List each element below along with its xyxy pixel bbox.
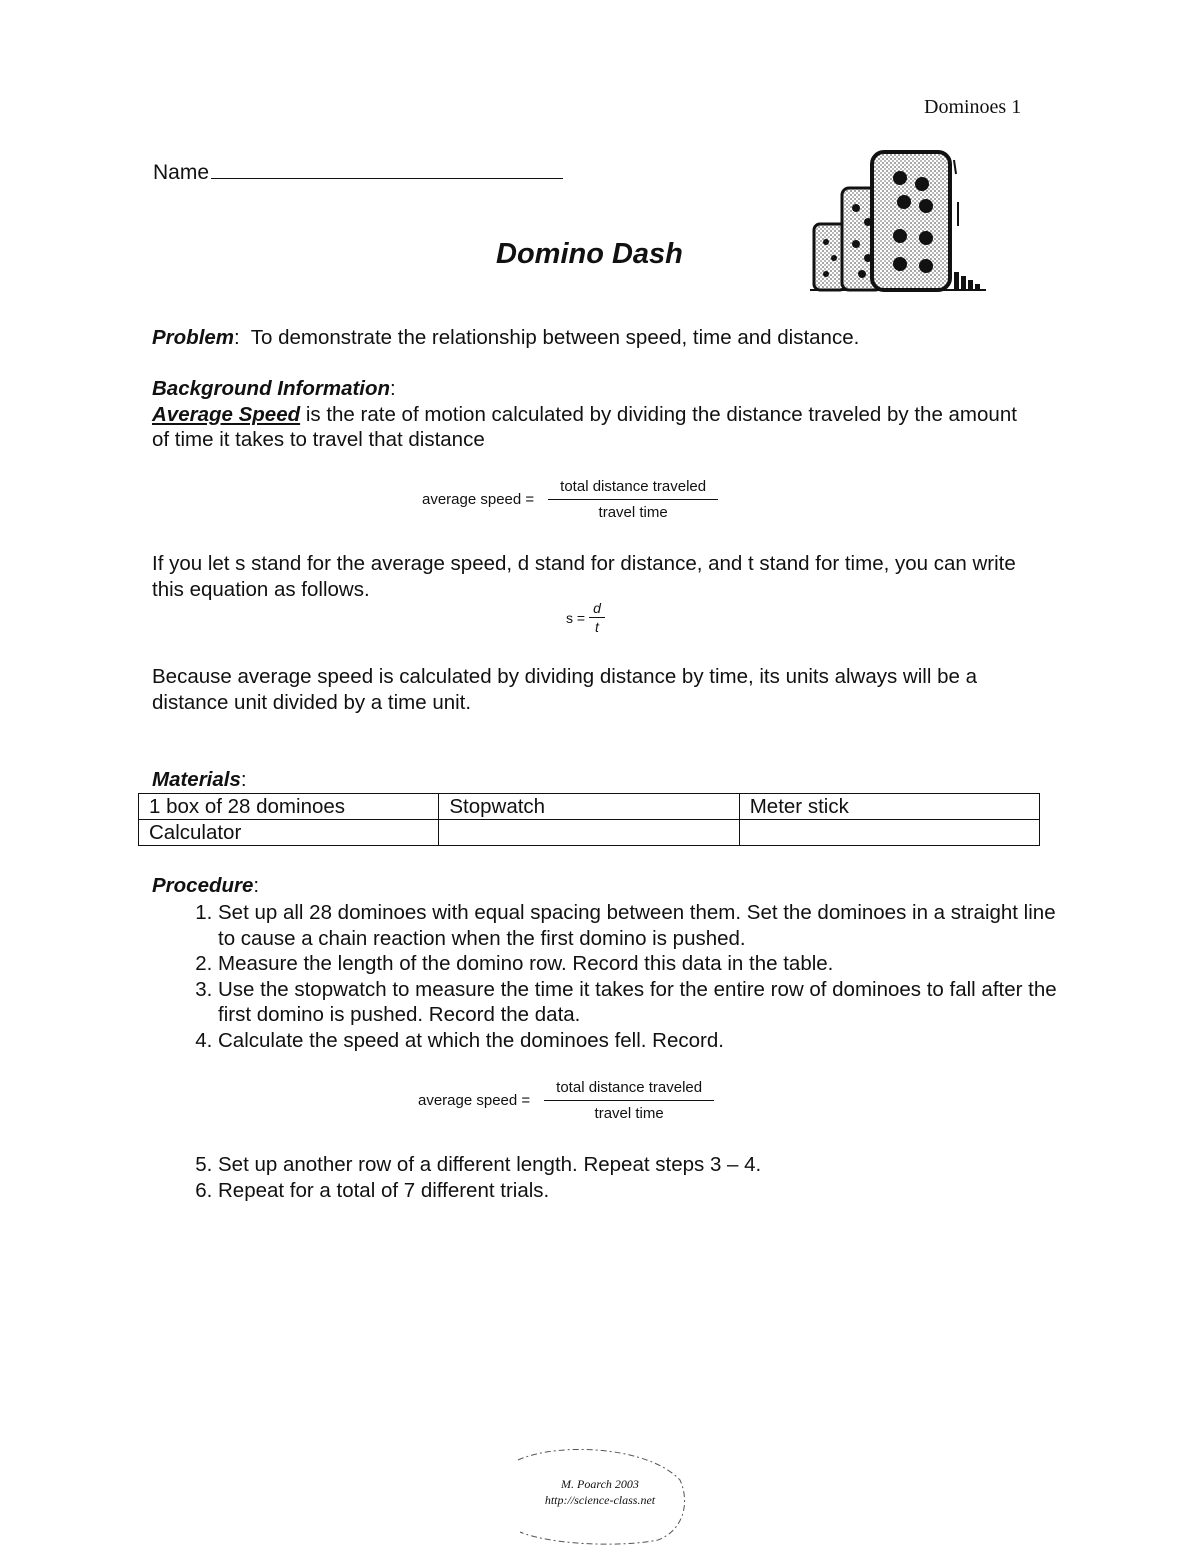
procedure-list [180, 900, 1058, 1053]
average-speed-definition: is the rate of motion calculated by dividing the distance traveled by the amount of time it takes to travel that distance [152, 402, 1017, 451]
table-row [139, 794, 1040, 820]
name-field [153, 160, 563, 185]
problem-label: Problem [152, 326, 235, 349]
materials-heading: Materials: [152, 768, 247, 791]
formula-numerator: d [589, 600, 605, 618]
page-title: Domino Dash [496, 238, 683, 270]
credit-url: http://science-class.net [544, 1493, 656, 1507]
materials-table [138, 793, 1040, 846]
name-label: Name [153, 161, 210, 184]
formula-lhs: s = [566, 609, 586, 626]
formula-lhs: average speed = [422, 491, 535, 508]
speed-formula [422, 478, 718, 521]
problem-statement: Problem: To demonstrate the relationship between speed, time and distance. [152, 326, 860, 349]
procedure-step: 5. Set up another row of a different length. Repeat steps 3 – 4. [218, 1152, 1058, 1178]
table-row [139, 820, 1040, 846]
average-speed-term: Average Speed [152, 402, 301, 426]
table-cell: Meter stick [739, 794, 1039, 820]
procedure-speed-formula [418, 1079, 714, 1122]
formula-denominator: t [595, 619, 599, 635]
procedure-step: 2. Measure the length of the domino row. Record this data in the table. [218, 951, 1058, 977]
formula-numerator: total distance traveled [544, 1079, 714, 1101]
background-heading: Background Information [152, 377, 391, 400]
credit-author: M. Poarch 2003 [561, 1477, 639, 1491]
dominoes-icon [806, 146, 992, 292]
procedure-step: 6. Repeat for a total of 7 different trials. [218, 1178, 1058, 1204]
credit-block [512, 1476, 688, 1508]
problem-text: To demonstrate the relationship between speed, time and distance. [250, 326, 860, 349]
procedure-heading: Procedure: [152, 874, 260, 897]
procedure-step: 3. Use the stopwatch to measure the time it takes for the entire row of dominoes to fall after the first domino is pushed. Record the data. [218, 977, 1058, 1028]
page-label: Dominoes 1 [924, 96, 1022, 118]
table-cell [739, 820, 1039, 846]
formula-numerator: total distance traveled [548, 478, 718, 500]
variable-formula [566, 600, 605, 635]
variables-paragraph: If you let s stand for the average speed, d stand for distance, and t stand for time, you can write this equation as follows. [152, 552, 1016, 601]
formula-denominator: travel time [598, 504, 668, 521]
table-cell: Calculator [139, 820, 439, 846]
table-cell: Stopwatch [439, 794, 739, 820]
formula-lhs: average speed = [418, 1092, 531, 1109]
name-blank-line[interactable] [211, 160, 563, 179]
formula-denominator: travel time [594, 1105, 664, 1122]
procedure-step: 1. Set up all 28 dominoes with equal spacing between them. Set the dominoes in a straight line to cause a chain reaction when the first domino is pushed. [218, 900, 1058, 951]
procedure-step: 4. Calculate the speed at which the dominoes fell. Record. [218, 1028, 1058, 1054]
table-cell [439, 820, 739, 846]
procedure-list-continued [180, 1152, 1058, 1203]
background-section: Background Information: Average Speed is the rate of motion calculated by dividing the distance traveled by the amount of time it takes to travel that distance [152, 377, 1017, 451]
units-paragraph: Because average speed is calculated by dividing distance by time, its units always will be a distance unit divided by a time unit. [152, 665, 977, 714]
table-cell: 1 box of 28 dominoes [139, 794, 439, 820]
